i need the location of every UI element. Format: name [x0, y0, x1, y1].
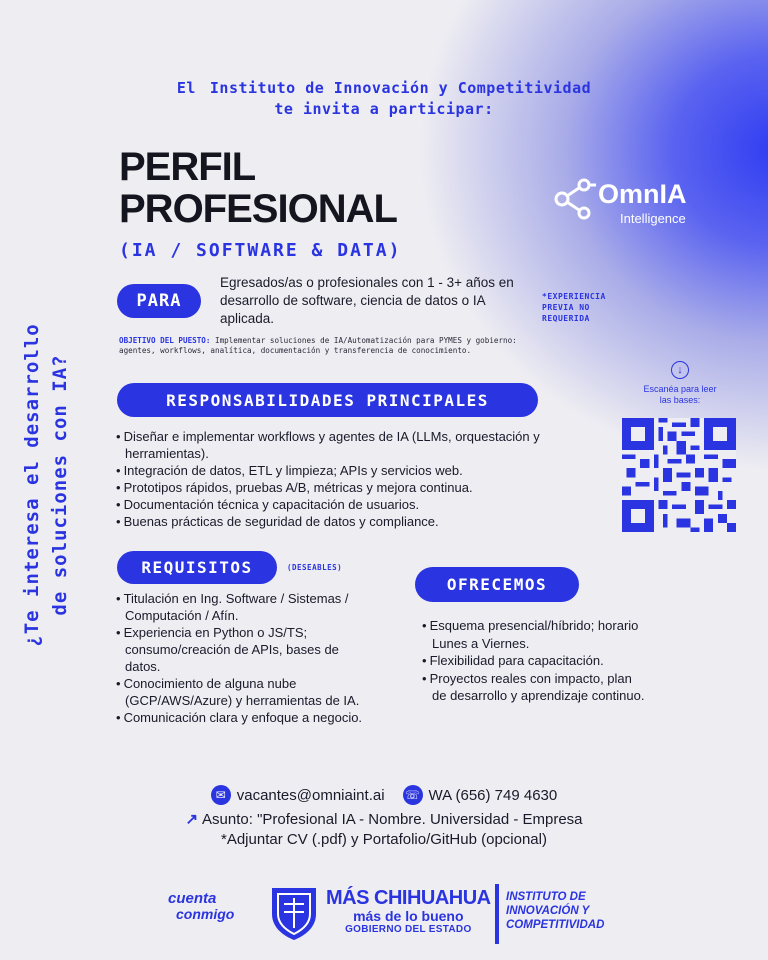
- omnia-logo: [550, 175, 720, 230]
- state-shield-icon: [268, 884, 320, 942]
- cuenta-conmigo-logo: [168, 886, 248, 934]
- cuenta-line2: conmigo: [176, 906, 235, 922]
- mas-line2: más de lo bueno: [353, 908, 464, 924]
- inst-line1: INSTITUTO DE: [506, 891, 586, 903]
- qr-caption: Escanéa para leer las bases:: [643, 384, 717, 405]
- cuenta-line1: cuenta: [168, 890, 217, 907]
- responsibilities-heading: RESPONSABILIDADES PRINCIPALES: [117, 383, 538, 417]
- list-item: • Flexibilidad para capacitación.: [422, 652, 647, 670]
- attach-note: *Adjuntar CV (.pdf) y Portafolio/GitHub (opcional): [221, 831, 547, 848]
- phone-icon: ☏: [403, 785, 423, 805]
- list-item: • Documentación técnica y capacitación de usuarios.: [116, 496, 606, 513]
- arrow-down-icon: ↓: [671, 361, 689, 379]
- para-text: Egresados/as o profesionales con 1 - 3+ años en desarrollo de software, ciencia de datos o IA aplicada.: [220, 275, 514, 326]
- objective: [119, 336, 539, 356]
- instituto-logo: [506, 890, 604, 932]
- list-item: • Conocimiento de alguna nube (GCP/AWS/Azure) y herramientas de IA.: [116, 675, 376, 709]
- mas-line3: GOBIERNO DEL ESTADO: [345, 924, 472, 935]
- side-question: [20, 300, 90, 670]
- offer-list: [422, 617, 647, 705]
- list-item: • Buenas prácticas de seguridad de datos y compliance.: [116, 513, 606, 530]
- institute-name: Instituto de Innovación y Competitividad: [209, 79, 592, 97]
- side-question-line1: ¿Te interesa el desarrollo: [21, 323, 43, 647]
- page-title: [119, 146, 397, 230]
- list-item: • Diseñar e implementar workflows y agentes de IA (LLMs, orquestación y herramientas).: [116, 428, 606, 462]
- objective-label: OBJETIVO DEL PUESTO:: [119, 336, 211, 345]
- network-nodes-icon: [552, 177, 596, 221]
- subject-line: Asunto: "Profesional IA - Nombre. Universidad - Empresa: [202, 811, 583, 828]
- mas-chihuahua-logo: [326, 888, 491, 936]
- page-subtitle: (IA / SOFTWARE & DATA): [119, 240, 402, 261]
- list-item: • Prototipos rápidos, pruebas A/B, métricas y mejora continua.: [116, 479, 606, 496]
- list-item: • Experiencia en Python o JS/TS; consumo/creación de APIs, bases de datos.: [116, 624, 376, 675]
- inst-line2: INNOVACIÓN Y: [506, 905, 590, 917]
- para-badge: PARA: [117, 284, 201, 318]
- inst-line3: COMPETITIVIDAD: [506, 919, 605, 931]
- requirements-tag: (DESEABLES): [287, 563, 343, 572]
- list-item: • Titulación en Ing. Software / Sistemas / Computación / Afín.: [116, 590, 376, 624]
- email-contact[interactable]: [211, 785, 385, 805]
- mail-icon: ✉: [211, 785, 231, 805]
- list-item: • Integración de datos, ETL y limpieza; APIs y servicios web.: [116, 462, 606, 479]
- contact-block: [0, 784, 768, 850]
- invite-prefix: El: [176, 79, 196, 97]
- whatsapp-number[interactable]: WA (656) 749 4630: [428, 786, 558, 804]
- list-item: • Comunicación clara y enfoque a negocio.: [116, 709, 376, 726]
- list-item: • Esquema presencial/híbrido; horario Lunes a Viernes.: [422, 617, 647, 652]
- brand-tagline: Intelligence: [620, 211, 686, 226]
- responsibilities-list: [116, 428, 606, 530]
- divider: [495, 884, 499, 944]
- experience-note: *EXPERIENCIA PREVIA NO REQUERIDA: [542, 292, 606, 323]
- email-address[interactable]: vacantes@omniaint.ai: [236, 786, 385, 804]
- objective-text: Implementar soluciones de IA/Automatización para PYMES y gobierno: agentes, workflows, analítica, documentación y transferencia de conocimiento.: [119, 336, 517, 355]
- invite-header: [0, 78, 768, 120]
- arrow-up-right-icon: ↗: [185, 811, 199, 828]
- footer-logos: [0, 880, 768, 950]
- list-item: • Proyectos reales con impacto, plan de desarrollo y aprendizaje continuo.: [422, 670, 647, 705]
- title-line1: PERFIL: [119, 145, 256, 189]
- qr-code[interactable]: [622, 418, 736, 532]
- title-line2: PROFESIONAL: [119, 187, 397, 231]
- requirements-list: [116, 590, 376, 726]
- brand-name: OmnIA: [598, 179, 687, 209]
- requirements-heading: REQUISITOS: [117, 551, 277, 584]
- side-question-line2: de soluciones con IA?: [49, 354, 71, 616]
- mas-line1: MÁS CHIHUAHUA: [326, 887, 491, 909]
- whatsapp-contact[interactable]: [403, 785, 558, 805]
- invite-line2: te invita a participar:: [274, 100, 494, 118]
- offer-heading: OFRECEMOS: [415, 567, 579, 602]
